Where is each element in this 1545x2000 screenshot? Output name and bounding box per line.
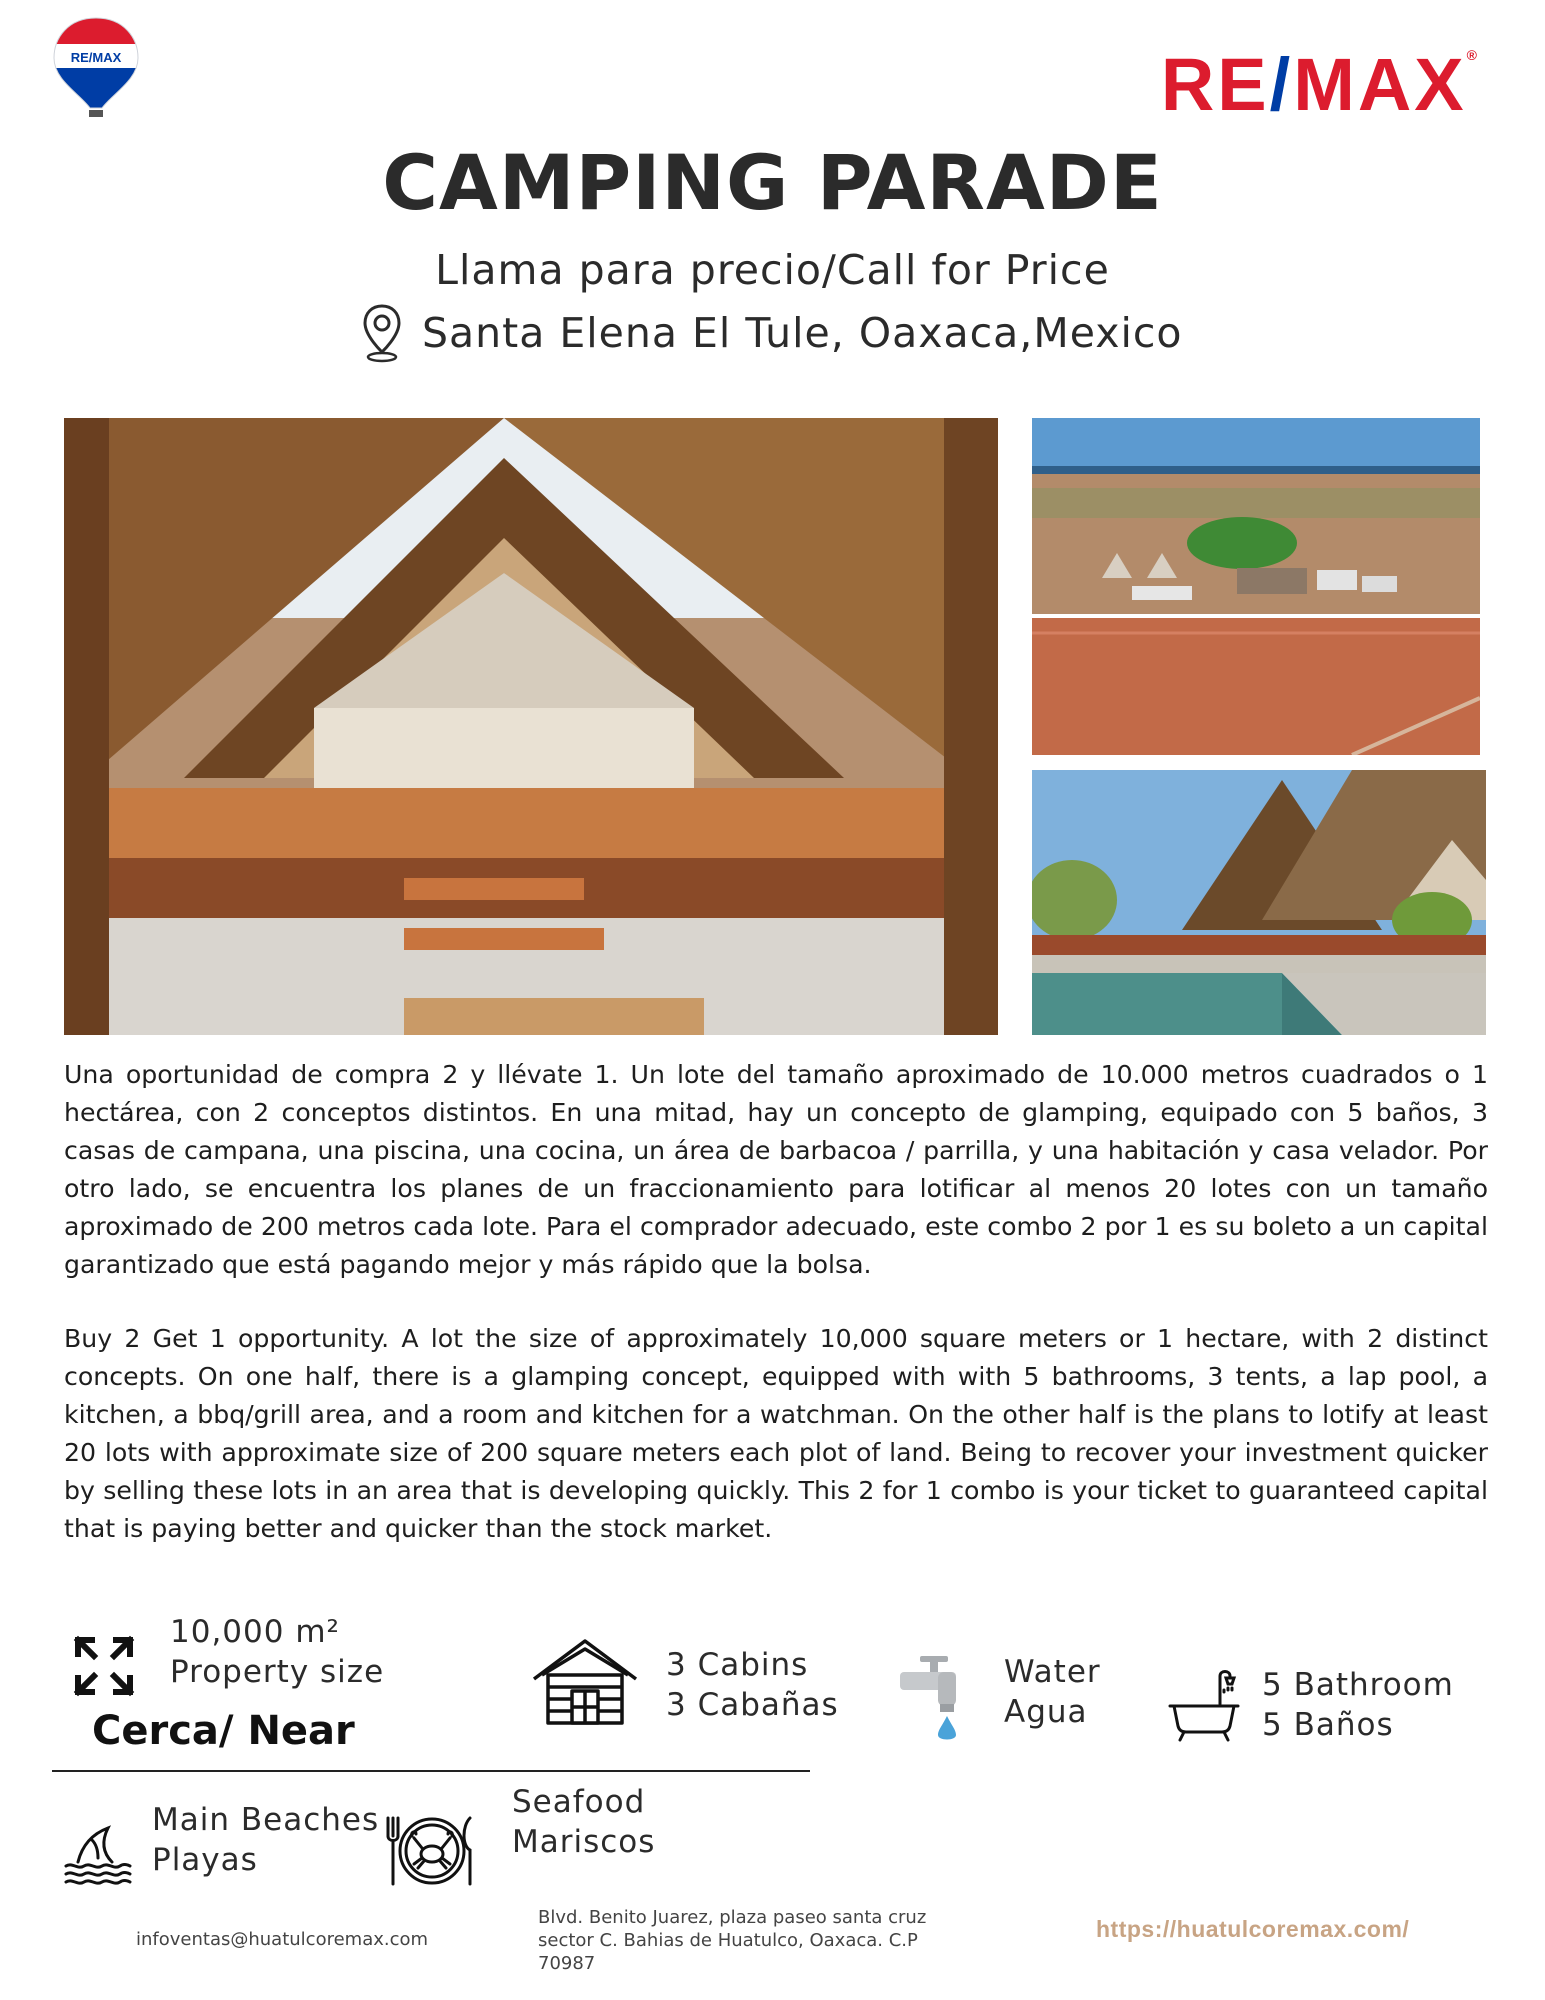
location-line	[360, 298, 1183, 368]
feature-cabins-line2: 3 Cabañas	[666, 1687, 839, 1723]
nearby-seafood-line1: Seafood	[512, 1784, 646, 1820]
nearby-beaches-line2: Playas	[152, 1842, 258, 1878]
feature-property-size-value: 10,000 m²	[170, 1614, 340, 1650]
feature-cabins-line1: 3 Cabins	[666, 1647, 809, 1683]
feature-bathroom	[1262, 1665, 1454, 1745]
bathtub-icon	[1166, 1664, 1242, 1744]
nearby-seafood	[512, 1782, 655, 1862]
remax-balloon-logo	[50, 14, 142, 118]
feature-water-line1: Water	[1004, 1654, 1101, 1690]
cabin-icon	[530, 1635, 640, 1727]
feature-bathroom-line1: 5 Bathroom	[1262, 1667, 1454, 1703]
map-pin-icon	[360, 302, 404, 364]
footer-address	[538, 1906, 998, 1975]
section-divider	[52, 1770, 810, 1772]
nearby-seafood-line2: Mariscos	[512, 1824, 656, 1860]
feature-property-size-label: Property size	[170, 1654, 385, 1690]
feature-property-size	[170, 1612, 384, 1692]
description-spanish: Una oportunidad de compra 2 y llévate 1. Un lote del tamaño aproximado de 10.000 metros cuadrados o 1 hectárea, con 2 conceptos distintos. En una mitad, hay un concepto de glamping, equipado con 5 baños, 3 casas de campana, una piscina, una cocina, un área de barbacoa / parrilla, y una habitación y casa velador. Por otro lado, se encuentra los planes de un fraccionamiento para lotificar al menos 20 lotes con un tamaño aproximado de 200 metros cada lote. Para el comprador adecuado, este combo 2 por 1 es su boleto a un capital garantizado que está pagando mejor y más rápido que la bolsa.	[64, 1060, 1488, 1279]
feature-cabins	[666, 1645, 839, 1725]
footer-website-link[interactable]: https://huatulcoremax.com/	[1096, 1916, 1410, 1942]
listing-title: CAMPING PARADE	[382, 138, 1163, 227]
nearby-beaches	[152, 1800, 379, 1880]
shark-fin-waves-icon	[62, 1822, 132, 1886]
nearby-beaches-line1: Main Beaches	[152, 1802, 380, 1838]
expand-arrows-icon	[70, 1632, 138, 1700]
footer-email[interactable]: infoventas@huatulcoremax.com	[136, 1929, 429, 1950]
feature-water	[1004, 1652, 1101, 1732]
footer-address-line3: 70987	[538, 1953, 596, 1974]
remax-wordmark-logo: RE/MAX®	[1160, 43, 1480, 126]
photo-aerial-view	[1032, 418, 1480, 755]
nearby-heading: Cerca/ Near	[92, 1708, 355, 1754]
location-text: Santa Elena El Tule, Oaxaca,Mexico	[422, 309, 1183, 357]
photo-pool-palapas	[1032, 770, 1486, 1035]
price-line: Llama para precio/Call for Price	[435, 246, 1110, 294]
feature-water-line2: Agua	[1004, 1694, 1088, 1730]
footer-address-line1: Blvd. Benito Juarez, plaza paseo santa cruz	[538, 1907, 927, 1928]
svg-text:RE/MAX: RE/MAX	[70, 50, 122, 65]
water-faucet-icon	[898, 1652, 970, 1744]
description-english: Buy 2 Get 1 opportunity. A lot the size of approximately 10,000 square meters or 1 hectare, with 2 distinct concepts. On one half, there is a glamping concept, equipped with with 5 bathrooms, 3 tents, a lap pool, a kitchen, a bbq/grill area, and a room and kitchen for a watchman. On the other half is the plans to lotify at least 20 lots with approximate size of 200 square meters each plot of land. Being to recover your investment quicker by selling these lots in an area that is developing quickly. This 2 for 1 combo is your ticket to guaranteed capital that is paying better and quicker than the stock market.	[64, 1324, 1488, 1543]
feature-bathroom-line2: 5 Baños	[1262, 1707, 1394, 1743]
photo-glamping-tent	[64, 418, 998, 1035]
crab-plate-icon	[382, 1812, 482, 1890]
footer-address-line2: sector C. Bahias de Huatulco, Oaxaca. C.P	[538, 1930, 918, 1951]
